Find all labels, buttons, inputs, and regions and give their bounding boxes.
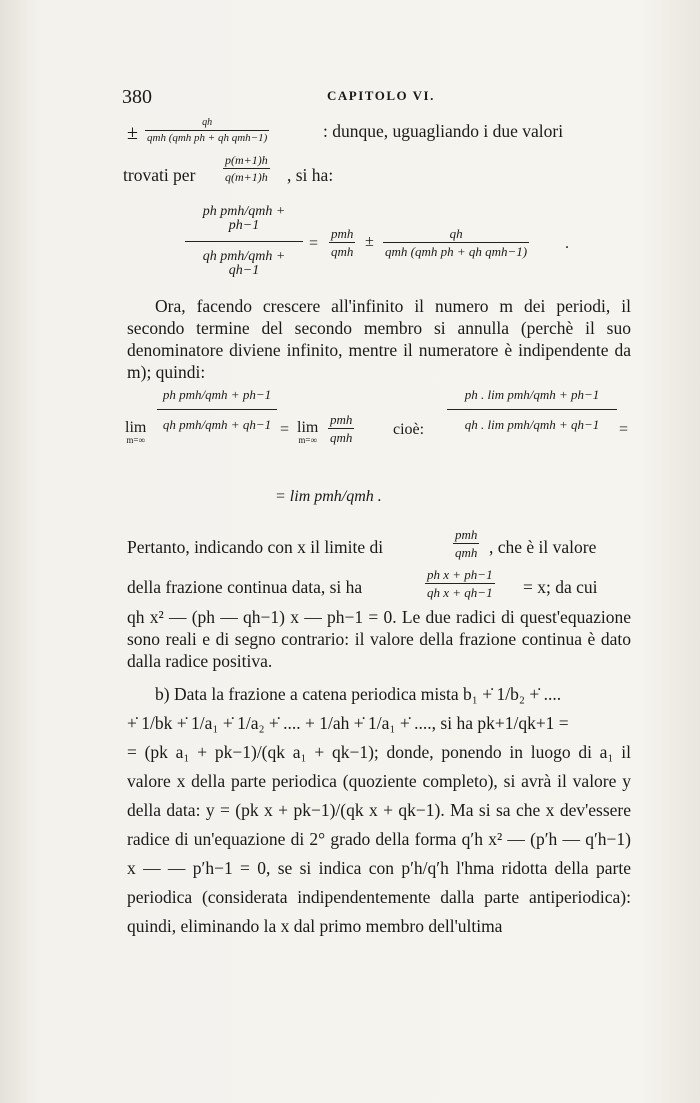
equation-1-lhs: ph pmh/qmh + ph−1 qh pmh/qmh + qh−1 [185,205,303,278]
paragraph-1: ± qh qmh (qmh ph + qh qmh−1) : dunque, uguagliando i due valori trovati per $\frac{p(m+1)h}{q(m+1)h}$ , si ha: [123,117,564,185]
page-number: 380 [122,86,152,108]
equation-2-rhs: ph . lim pmh/qmh + ph−1 qh . lim pmh/qmh + qh−1 [447,388,617,431]
equation-1-rhs-a: pmh qmh [331,226,354,259]
equation-2: lim m=∞ ph pmh/qmh + ph−1 qh pmh/qmh + qh−1 = lim m=∞ pmh qmh cioè: ph . lim pmh/qmh + ph−1 qh . lim pmh/qmh + qh−1 = = lim pmh/qmh . [125,387,629,505]
lim-operator: lim m=∞ [125,419,147,445]
chapter-title: CAPITOLO VI. [327,88,435,103]
fraction: $\frac{p(m+1)h}{q(m+1)h}$ [225,153,268,184]
equation-2-lhs: ph pmh/qmh + ph−1 qh pmh/qmh + qh−1 [157,388,277,431]
running-header [122,86,632,110]
paragraph-3: Pertanto, indicando con x il limite di pmh qmh , che è il valore della frazione continua data, si ha $\frac{\text{ph x + ph−1}}{\text{qh x + qh−1}}$ = x; da cui qh x² — (ph — qh−1) x — ph−1 = 0. Le due radici di quest'equazione sono reali e di segno contrario: il valore della frazione continua è dato dalla radice positiva. [127,527,631,671]
plus-minus-sign: ± [127,122,138,144]
fraction: qh qmh (qmh ph + qh qmh−1) [147,117,268,144]
equation-1-rhs-b: qh qmh (qmh ph + qh qmh−1) [385,226,528,259]
paragraph-2: Ora, facendo crescere all'infinito il numero m dei periodi, il secondo termine del secondo membro si annulla (perchè il suo denominatore diviene infinito, mentre il numeratore è indipendente da m); quindi: [127,296,631,382]
equation-1: ph pmh/qmh + ph−1 qh pmh/qmh + qh−1 = pmh qmh ± qh qmh (qmh ph + qh qmh−1) . [185,205,585,290]
paragraph-4: b) Data la frazione a catena periodica mista b₁ +̇ 1/b₂ +̇ .... +̇ 1/bk +̇ 1/a₁ +̇ 1/a₂ +̇ .... + 1/ah +̇ 1/a₁ +̇ ...., si ha pk+1/qk+1 = = (pk a₁ + pk−1)/(qk a₁ + qk−1); donde, ponendo in luogo di a₁ il valore x della parte periodica (quoziente completo), si avrà il valore y della data: y = (pk x + pk−1)/(qk x + qk−1). Ma si sa che x dev'essere radice di un'equazione di 2° grado della forma q′h x² — (p′h — q′h−1) x — — p′h−1 = 0, se si indica con p′h/q′h l'hma ridotta della parte periodica (considerata indipendentemente dalla parte antiperiodica): quindi, eliminando la x dal primo membro dell'ultima [127,684,631,936]
